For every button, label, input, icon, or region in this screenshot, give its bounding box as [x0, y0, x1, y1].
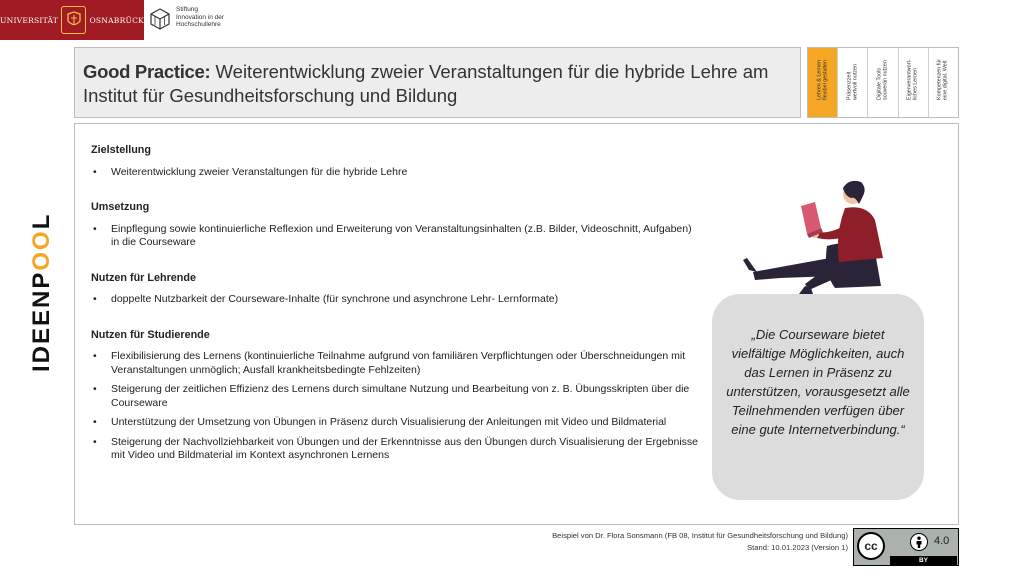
- license-version: 4.0: [934, 535, 950, 547]
- category-kompetenzen: [929, 48, 958, 117]
- content-text: [91, 144, 701, 485]
- section-heading: Zielstellung: [91, 144, 151, 156]
- attribution-icon: [910, 533, 928, 551]
- category-flexibel: [808, 48, 838, 117]
- quote-text: „Die Courseware bietet vielfältige Möglichkeiten, auch das Lernen in Präsenz zu unterstützen, vorausgesetzt alle Teilnehmenden verfügen über eine gute Internetverbindung.“: [726, 327, 910, 437]
- university-crest-icon: [61, 6, 86, 34]
- section-nutzen-studierende: [91, 329, 701, 463]
- category-label: Digitale Tools souverän nutzen: [876, 60, 889, 101]
- bullet-item: • Steigerung der zeitlichen Effizienz des Lernens durch simultane Nutzung und Bearbeitung von z. B. Übungsskripten über die Courseware: [91, 383, 701, 410]
- category-praesenzzeit: [838, 48, 868, 117]
- footer-author: Beispiel von Dr. Flora Sonsmann (FB 08, Institut für Gesundheitsforschung und Bildung): [552, 531, 848, 540]
- bullet-item: • Flexibilisierung des Lernens (kontinuierliche Teilnahme aufgrund von familiären Verpflichtungen oder Überschneidungen mit Veranstaltungen unmöglich; Ausfall krankheitsbedingte Fehlzeiten): [91, 350, 701, 377]
- section-nutzen-lehrende: [91, 272, 701, 307]
- section-umsetzung: [91, 201, 701, 250]
- title-prefix: Good Practice:: [83, 61, 211, 82]
- foundation-text: Stiftung Innovation in der Hochschullehre: [176, 6, 225, 29]
- section-heading: Nutzen für Studierende: [91, 328, 210, 341]
- bullet-item: • Steigerung der Nachvollziehbarkeit von Übungen und der Erkenntnisse aus den Übungen durch Visualisierung der Ergebnisse mit Video und Bildmaterial im Kontext asynchronen Lernens: [91, 436, 701, 463]
- university-name-left: UNIVERSITÄT: [0, 15, 58, 25]
- category-label: Kompetenzen für eine digital. Welt: [937, 59, 950, 101]
- footer-credits: [420, 530, 848, 554]
- title-box: [74, 47, 801, 118]
- reading-person-illustration: [735, 176, 905, 298]
- cc-license-badge: [853, 528, 959, 566]
- bullet-item: • Unterstützung der Umsetzung von Übungen in Präsenz durch Visualisierung der Anleitungen mit Video und Bildmaterial: [91, 416, 701, 430]
- category-label: Eigenverantwort- liches Lernen: [906, 59, 920, 101]
- bullet-item: • Weiterentwicklung zweier Veranstaltungen für die hybride Lehre: [91, 166, 701, 180]
- category-strip: [807, 47, 959, 118]
- title-rest: Weiterentwicklung zweier Veranstaltungen für die hybride Lehre am Institut für Gesundheitsforschung und Bildung: [83, 61, 769, 106]
- bullet-item: • Einpflegung sowie kontinuierliche Reflexion und Erweiterung von Veranstaltungsinhalten (z.B. Bilder, Videoschnitt, Aufgaben) in die Courseware: [91, 223, 701, 250]
- bullet-item: • doppelte Nutzbarkeit der Courseware-Inhalte (für synchrone und asynchrone Lehr- Lernformate): [91, 293, 701, 307]
- university-name-right: OSNABRÜCK: [89, 15, 144, 25]
- license-by: BY: [890, 556, 957, 565]
- section-heading: Nutzen für Lehrende: [91, 271, 196, 284]
- cc-icon: cc: [857, 532, 885, 560]
- university-logo: [0, 0, 144, 40]
- quote-bubble: [712, 294, 924, 500]
- section-zielstellung: [91, 144, 701, 179]
- footer-date: Stand: 10.01.2023 (Version 1): [747, 543, 848, 552]
- category-digitale-tools: [868, 48, 898, 117]
- cube-icon: [150, 8, 170, 30]
- category-label: Präsenzzeit wertvoll nutzen: [846, 64, 859, 101]
- ideenpool-logo: IDEENPOOL: [28, 212, 55, 372]
- category-label: Lehren & Lernen flexibel gestalten: [816, 60, 829, 101]
- section-heading: Umsetzung: [91, 201, 150, 213]
- category-eigenverantwortliches-lernen: [899, 48, 929, 117]
- foundation-logo: [150, 6, 245, 34]
- page-title: [83, 60, 783, 108]
